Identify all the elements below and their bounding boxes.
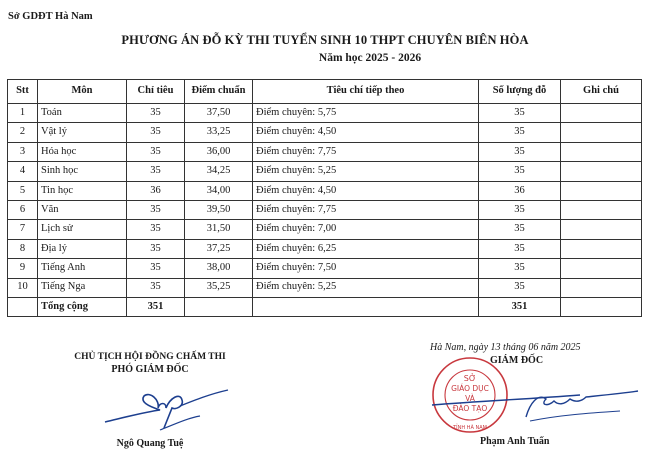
left-title-line2: PHÓ GIÁM ĐỐC <box>111 364 189 375</box>
cell-quota: 35 <box>127 220 185 239</box>
cell-cutoff <box>185 297 253 316</box>
cell-subject: Văn <box>38 200 127 219</box>
total-quota: 351 <box>127 297 185 316</box>
cell-note <box>561 104 642 123</box>
table-header-row <box>8 80 642 104</box>
cell-subject: Hóa học <box>38 142 127 161</box>
cell-note <box>561 239 642 258</box>
cell-note <box>561 278 642 297</box>
cell-next-criteria: Điểm chuyên: 7,75 <box>253 200 479 219</box>
cell-quota: 35 <box>127 104 185 123</box>
cell-quota: 35 <box>127 278 185 297</box>
cell-cutoff: 38,00 <box>185 259 253 278</box>
cell-next-criteria <box>253 297 479 316</box>
total-admitted: 351 <box>479 297 561 316</box>
place-date: Hà Nam, ngày 13 tháng 06 năm 2025 <box>430 342 581 353</box>
cell-note <box>561 162 642 181</box>
cell-next-criteria: Điểm chuyên: 7,00 <box>253 220 479 239</box>
organization-label: Sở GDĐT Hà Nam <box>8 11 93 22</box>
cell-quota: 35 <box>127 162 185 181</box>
table-row <box>8 162 642 181</box>
cell-note <box>561 142 642 161</box>
cell-stt: 3 <box>8 142 38 161</box>
cell-cutoff: 33,25 <box>185 123 253 142</box>
col-header-next-criteria: Tiêu chí tiếp theo <box>253 80 479 104</box>
cell-note <box>561 181 642 200</box>
table-row <box>8 220 642 239</box>
cell-admitted: 35 <box>479 123 561 142</box>
table-row <box>8 239 642 258</box>
school-year: Năm học 2025 - 2026 <box>318 52 422 64</box>
col-header-note: Ghi chú <box>561 80 642 104</box>
total-label: Tổng cộng <box>38 297 127 316</box>
cell-stt: 2 <box>8 123 38 142</box>
cell-cutoff: 35,25 <box>185 278 253 297</box>
cell-next-criteria: Điểm chuyên: 4,50 <box>253 181 479 200</box>
cell-cutoff: 37,50 <box>185 104 253 123</box>
table-row <box>8 142 642 161</box>
cell-subject: Tiếng Anh <box>38 259 127 278</box>
cell-admitted: 35 <box>479 142 561 161</box>
cell-stt: 5 <box>8 181 38 200</box>
cell-stt: 1 <box>8 104 38 123</box>
svg-text:TỈNH HÀ NAM: TỈNH HÀ NAM <box>453 425 487 431</box>
table-row <box>8 181 642 200</box>
cell-next-criteria: Điểm chuyên: 7,50 <box>253 259 479 278</box>
cell-next-criteria: Điểm chuyên: 6,25 <box>253 239 479 258</box>
admission-table <box>7 79 642 317</box>
table-row <box>8 278 642 297</box>
table-row <box>8 200 642 219</box>
cell-subject: Sinh học <box>38 162 127 181</box>
cell-stt <box>8 297 38 316</box>
table-row <box>8 104 642 123</box>
cell-subject: Địa lý <box>38 239 127 258</box>
cell-next-criteria: Điểm chuyên: 5,25 <box>253 278 479 297</box>
left-signature-icon <box>100 388 230 432</box>
svg-text:GIÁO DỤC: GIÁO DỤC <box>451 384 489 393</box>
cell-subject: Lịch sử <box>38 220 127 239</box>
cell-quota: 35 <box>127 239 185 258</box>
cell-admitted: 35 <box>479 239 561 258</box>
cell-admitted: 35 <box>479 200 561 219</box>
left-title-line1: CHỦ TỊCH HỘI ĐỒNG CHẤM THI <box>74 352 226 362</box>
col-header-admitted: Số lượng đỗ <box>479 80 561 104</box>
cell-next-criteria: Điểm chuyên: 7,75 <box>253 142 479 161</box>
total-row <box>8 297 642 316</box>
cell-note <box>561 220 642 239</box>
cell-cutoff: 31,50 <box>185 220 253 239</box>
cell-quota: 35 <box>127 259 185 278</box>
cell-stt: 9 <box>8 259 38 278</box>
cell-subject: Tiếng Nga <box>38 278 127 297</box>
cell-quota: 35 <box>127 200 185 219</box>
cell-stt: 6 <box>8 200 38 219</box>
left-signatory-title <box>70 352 230 375</box>
svg-text:VÀ: VÀ <box>465 394 475 403</box>
cell-next-criteria: Điểm chuyên: 4,50 <box>253 123 479 142</box>
cell-quota: 35 <box>127 123 185 142</box>
cell-admitted: 35 <box>479 162 561 181</box>
col-header-quota: Chỉ tiêu <box>127 80 185 104</box>
cell-cutoff: 34,25 <box>185 162 253 181</box>
cell-stt: 7 <box>8 220 38 239</box>
cell-admitted: 35 <box>479 259 561 278</box>
cell-note <box>561 123 642 142</box>
cell-admitted: 36 <box>479 181 561 200</box>
cell-admitted: 35 <box>479 104 561 123</box>
cell-next-criteria: Điểm chuyên: 5,25 <box>253 162 479 181</box>
col-header-cutoff: Điểm chuẩn <box>185 80 253 104</box>
cell-stt: 10 <box>8 278 38 297</box>
cell-quota: 35 <box>127 142 185 161</box>
cell-admitted: 35 <box>479 220 561 239</box>
cell-subject: Tin học <box>38 181 127 200</box>
cell-quota: 36 <box>127 181 185 200</box>
cell-stt: 4 <box>8 162 38 181</box>
cell-cutoff: 36,00 <box>185 142 253 161</box>
cell-cutoff: 39,50 <box>185 200 253 219</box>
right-signatory-title: GIÁM ĐỐC <box>490 355 544 366</box>
col-header-subject: Môn <box>38 80 127 104</box>
cell-note <box>561 297 642 316</box>
cell-cutoff: 34,00 <box>185 181 253 200</box>
cell-stt: 8 <box>8 239 38 258</box>
cell-subject: Vật lý <box>38 123 127 142</box>
table-row <box>8 259 642 278</box>
table-row <box>8 123 642 142</box>
left-signatory-name: Ngô Quang Tuệ <box>116 438 184 449</box>
col-header-stt: Stt <box>8 80 38 104</box>
right-signature-icon <box>430 385 640 425</box>
cell-admitted: 35 <box>479 278 561 297</box>
svg-text:SỞ: SỞ <box>463 374 477 383</box>
document-title: PHƯƠNG ÁN ĐỖ KỲ THI TUYỂN SINH 10 THPT CHUYÊN BIÊN HÒA <box>121 33 529 47</box>
cell-next-criteria: Điểm chuyên: 5,75 <box>253 104 479 123</box>
cell-cutoff: 37,25 <box>185 239 253 258</box>
svg-text:ĐÀO TẠO: ĐÀO TẠO <box>452 404 488 413</box>
cell-note <box>561 200 642 219</box>
cell-subject: Toán <box>38 104 127 123</box>
right-signatory-name: Phạm Anh Tuấn <box>480 436 550 447</box>
cell-note <box>561 259 642 278</box>
